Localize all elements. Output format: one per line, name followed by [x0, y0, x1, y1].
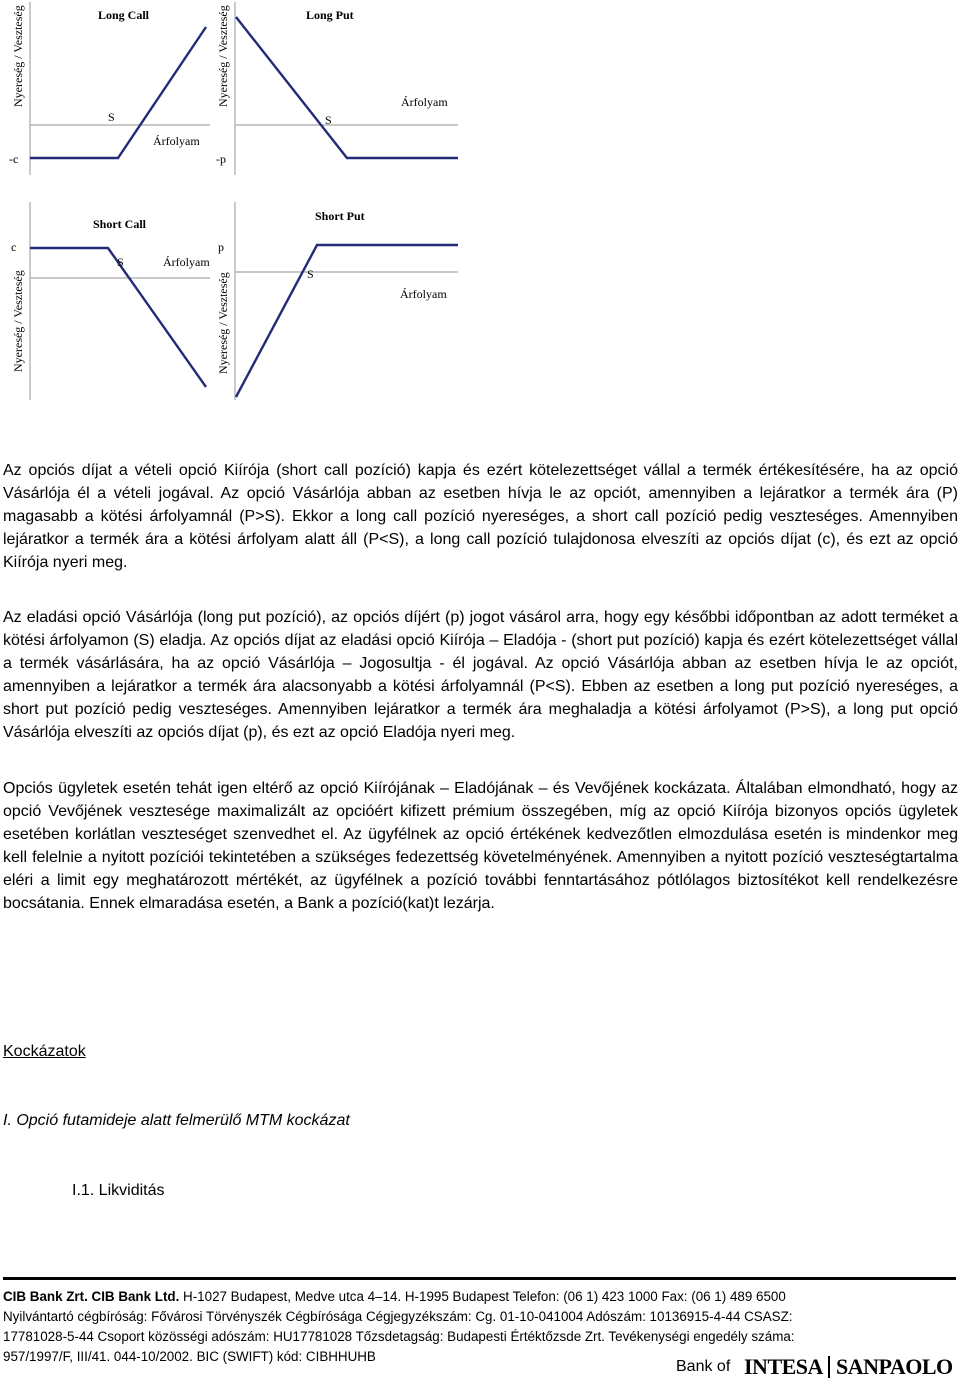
long-call-title: Long Call [98, 8, 150, 22]
footer-address: H-1027 Budapest, Medve utca 4–14. H-1995 Budapest Telefon: (06 1) 423 1000 Fax: (06 1) 489 6500 [179, 1289, 786, 1304]
footer-line-4: 957/1997/F, III/41. 044-10/2002. BIC (SWIFT) kód: CIBHHUHB [3, 1349, 376, 1364]
paragraph-risk-summary: Opciós ügyletek esetén tehát igen eltérő az opció Kiírójának – Eladójának – és Vevőjének kockázata. Általában elmondható, hogy az opció Vevőjének vesztesége maximalizált az opcióért kifizett prémium összegében, míg az opció Kiírója bizonyos opciós ügyletek esetében korlátlan veszteséget szenvedhet el. Az ügyfélnek az opció értékének kedvezőtlen elmozdulása esetén is mindenkor meg kell felelnie a nyitott pozíciói tekintetében a szükséges fedezettség követelményének. Amennyiben a nyitott pozíció veszteségtartalma eléri a limit egy meghatározott mértékét, az ügyfélnek a pozíció további fenntartásához pótlólagos biztosítékot kell rendelkezésre bocsátania. Ennek elmaradása esetén, a Bank a pozíció(kat)t lezárja. [3, 780, 958, 912]
short-put-chart [210, 200, 460, 400]
short-put-payoff-line [236, 245, 458, 397]
long-call-ylabel: Nyereség / Veszteség [11, 5, 25, 107]
short-call-ylabel: Nyereség / Veszteség [11, 270, 25, 372]
long-put-strike-label: S [325, 113, 332, 127]
long-call-strike-label: S [108, 110, 115, 124]
long-put-premium-label: -p [216, 152, 226, 166]
short-put-strike-label: S [307, 267, 314, 281]
short-call-title: Short Call [93, 217, 147, 231]
footer-line-2: Nyilvántartó cégbíróság: Fővárosi Törvényszék Cégbírósága Cégjegyzékszám: Cg. 01-10-041004 Adószám: 10136915-4-44 CSASZ: [3, 1309, 793, 1324]
short-call-premium-label: c [11, 240, 17, 254]
long-call-chart [0, 0, 210, 175]
short-put-premium-label: p [218, 240, 224, 254]
long-call-premium-label: -c [9, 152, 19, 166]
short-put-title: Short Put [315, 209, 365, 223]
logo-sanpaolo: SANPAOLO [836, 1354, 953, 1379]
short-put-ylabel: Nyereség / Veszteség [216, 272, 230, 374]
logo-bank-of: Bank of [676, 1358, 731, 1375]
logo-intesa: INTESA [744, 1354, 823, 1379]
footer-divider [3, 1277, 956, 1280]
long-put-payoff-line [236, 17, 458, 158]
short-call-strike-label: S [117, 255, 124, 269]
long-call-x-label: Árfolyam [153, 134, 200, 148]
logo-separator [828, 1356, 830, 1378]
bank-logo [676, 1354, 956, 1380]
footer-line-1 [3, 1287, 958, 1307]
long-put-title: Long Put [306, 8, 354, 22]
heading-liquidity: I.1. Likviditás [72, 1182, 165, 1199]
footer-company-name: CIB Bank Zrt. CIB Bank Ltd. [3, 1289, 180, 1304]
paragraph-long-put: Az eladási opció Vásárlója (long put pozíció), az opciós díjért (p) jogot vásárol arra, hogy egy későbbi időpontban az adott terméket a kötési árfolyamon (S) eladja. Az opciós díjat az eladási opció Kiírója – Eladója - (short put pozíció) kapja és ezért kötelezettséget vállal a termék vásárlására, ha az opció Vásárlója – Jogosultja - él jogával. Az opció Vásárlója abban az esetben hívja le az opciót, amennyiben a lejáratkor a termék ára alacsonyabb a kötési árfolyamnál (P<S). Ebben az esetben a long put pozíció nyereséges, a short put pozíció pedig veszteséges. Amennyiben lejáratkor a termék ára meghaladja a kötési árfolyamot (P>S), a long put opció Vásárlója elveszíti az opciós díjat (p), és ezt az opció Eladója nyeri meg. [3, 609, 958, 741]
short-call-x-label: Árfolyam [163, 255, 210, 269]
footer-line-3: 17781028-5-44 Csoport közösségi adószám: HU17781028 Tőzsdetagság: Budapesti Értéktőzsde Zrt. Tevékenységi engedély száma: [3, 1329, 795, 1344]
long-put-x-label: Árfolyam [401, 95, 448, 109]
long-put-ylabel: Nyereség / Veszteség [216, 5, 230, 107]
short-put-x-label: Árfolyam [400, 287, 447, 301]
long-put-chart [210, 0, 460, 175]
short-call-chart [0, 200, 210, 400]
paragraph-short-call: Az opciós díjat a vételi opció Kiírója (short call pozíció) kapja és ezért kötelezettséget vállal a termék értékesítésére, ha az opció Vásárlója él a vételi jogával. Az opció Vásárlója abban az esetben hívja le az opciót, amennyiben a lejáratkor a termék ára (P) magasabb a kötési árfolyamnál (P>S). Ekkor a long call pozíció nyereséges, a short call pozíció pedig veszteséges. Amennyiben lejáratkor a termék ára a kötési árfolyam alatt áll (P<S), a long call pozíció tulajdonosa elveszíti az opciós díjat (c), és ezt az opció Kiírója nyeri meg. [3, 462, 958, 571]
heading-mtm-risk: I. Opció futamideje alatt felmerülő MTM kockázat [3, 1112, 350, 1129]
heading-risks: Kockázatok [3, 1043, 86, 1060]
